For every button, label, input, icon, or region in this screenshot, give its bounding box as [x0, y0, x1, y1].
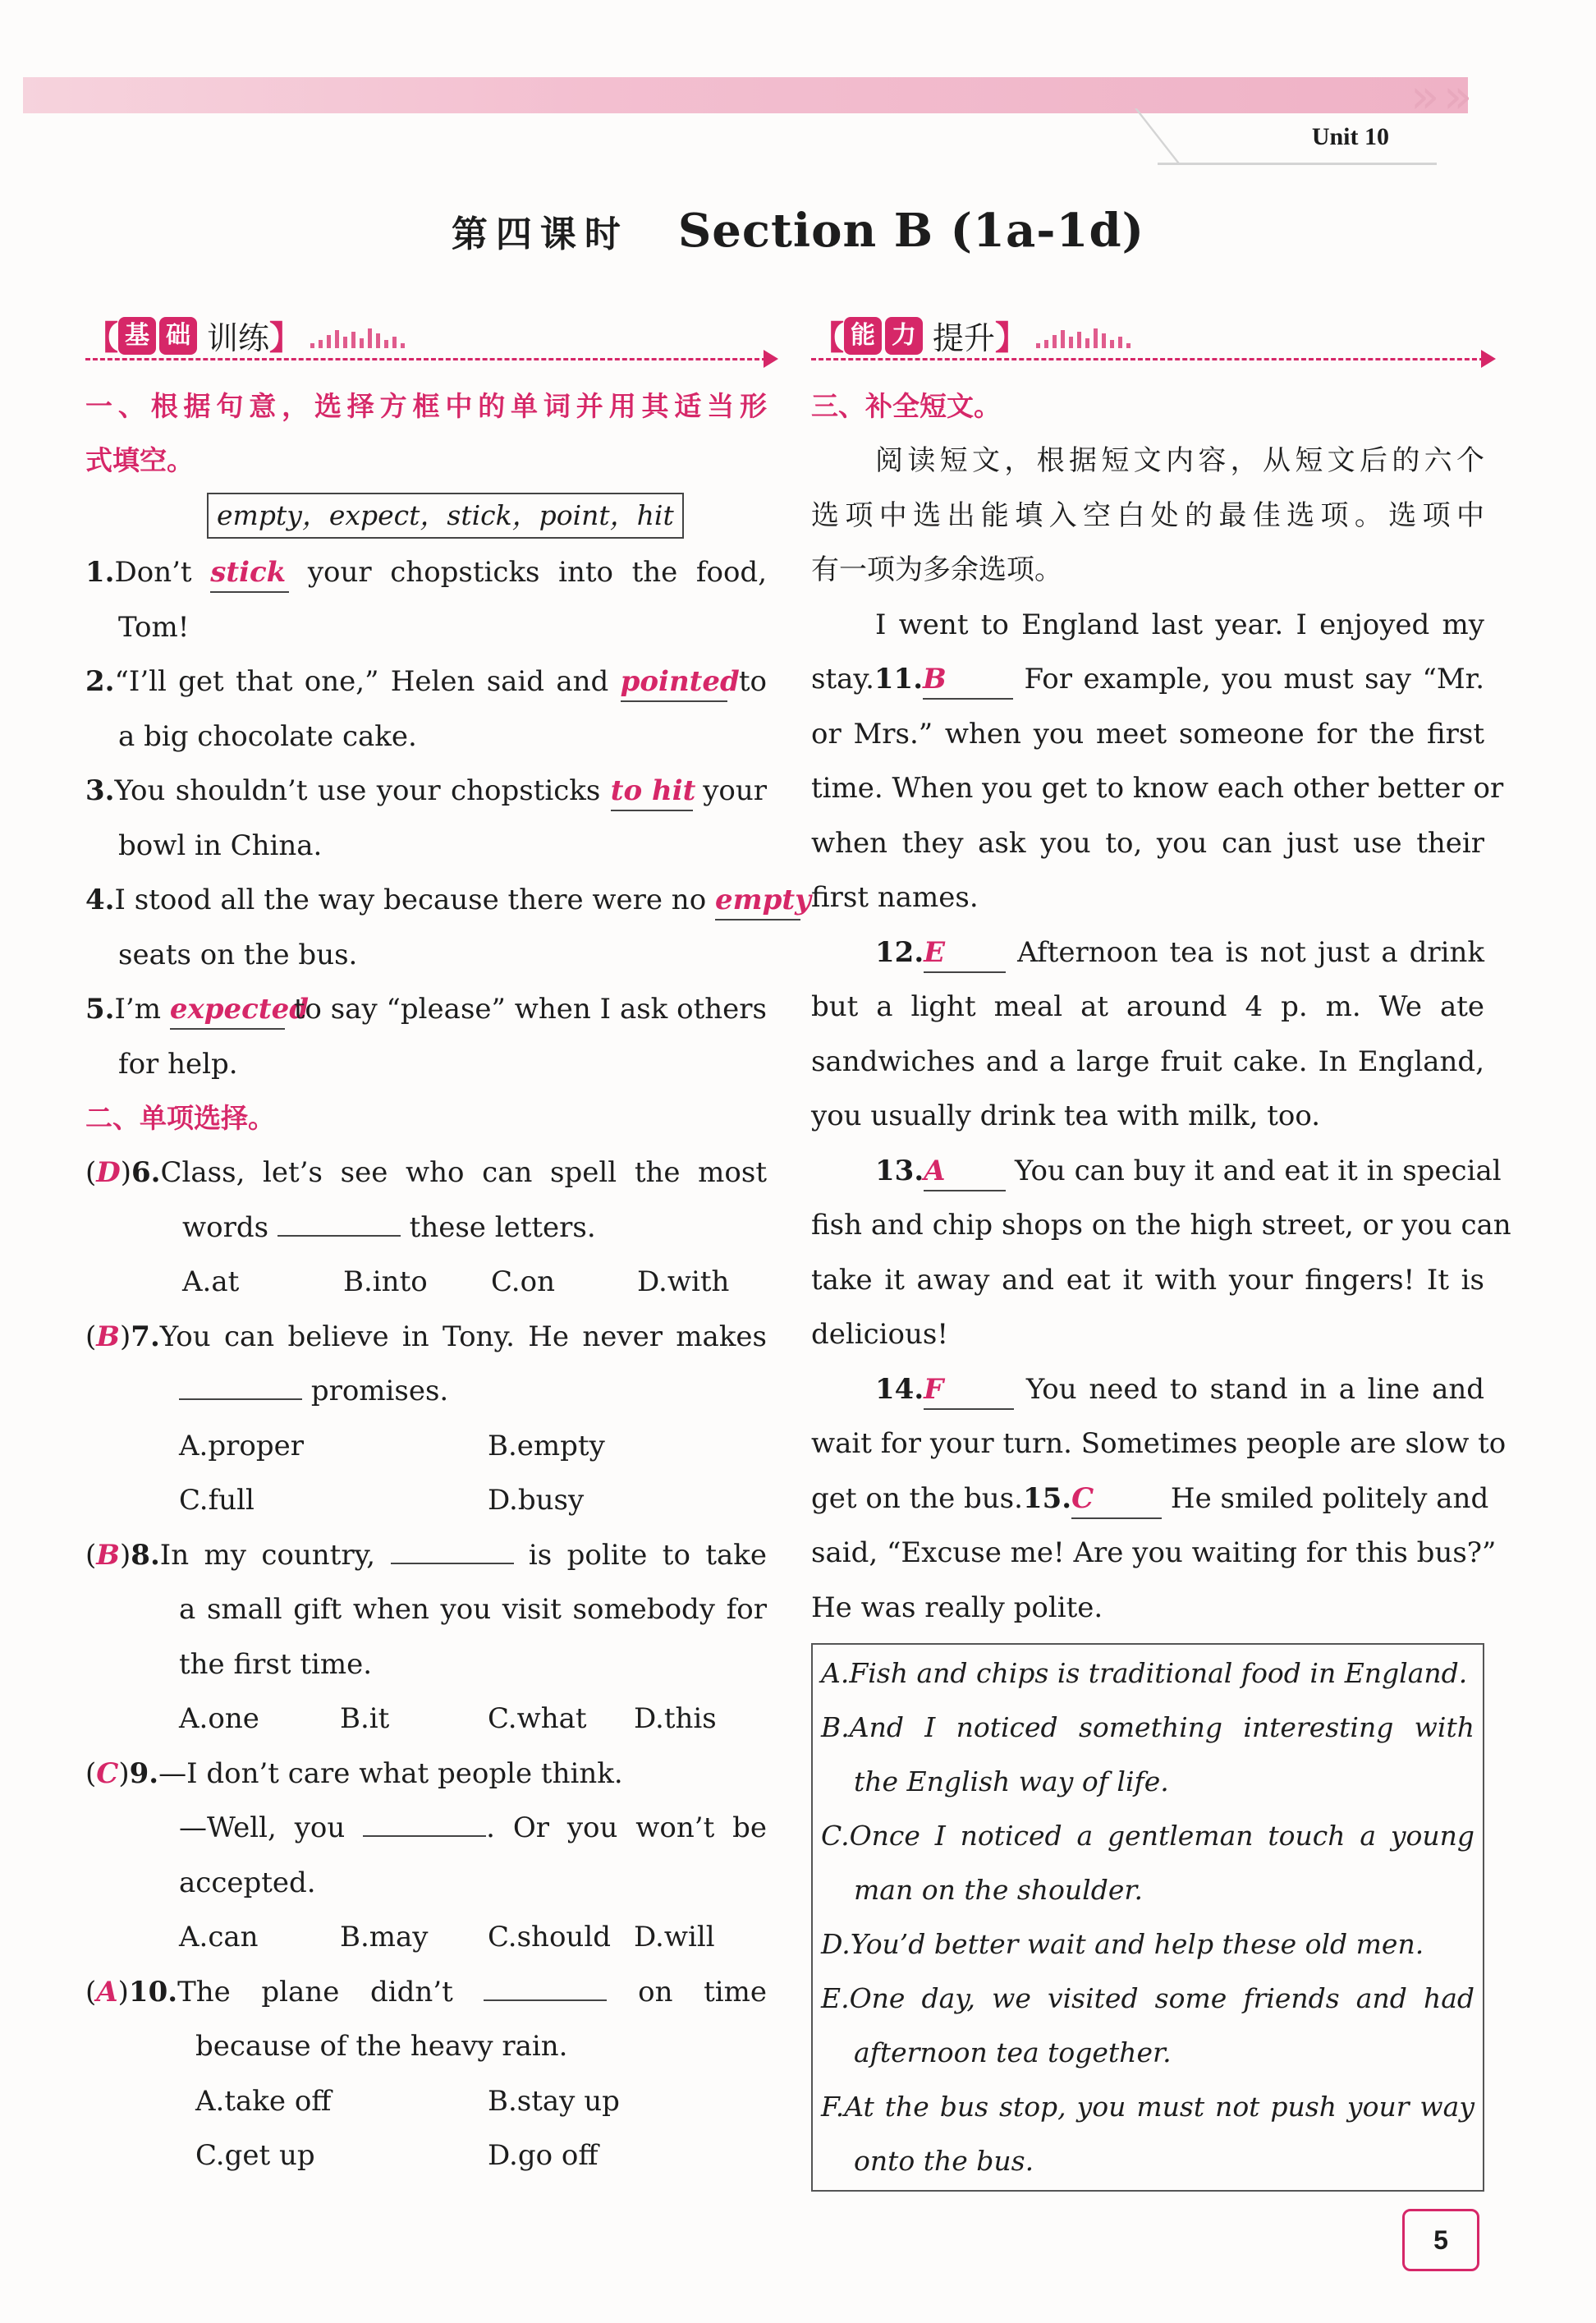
question-9-cont2: accepted.	[179, 1866, 316, 1899]
choice-answer-10: A	[96, 1975, 118, 2009]
answer-12: E	[924, 934, 1006, 973]
badge-ability: 【 能 力 提升 】	[811, 312, 1130, 359]
option-c: C.Once I noticed a gentleman touch a young	[821, 1820, 1474, 1852]
passage-line: wait for your turn. Sometimes people are slow to	[811, 1427, 1507, 1460]
question-9-cont: —Well, you . Or you won’t be	[85, 1801, 767, 1856]
question-10-cont: because of the heavy rain.	[195, 2030, 568, 2063]
option-e: E.One day, we visited some friends and had	[821, 1982, 1474, 2014]
answer-11: B	[923, 660, 1013, 700]
question-3: 3.You shouldn’t use your chopsticks to hit your	[85, 764, 767, 819]
chevron-right-icon: »	[1410, 68, 1440, 124]
question-5: 5.I’m expected to say “please” when I ask others	[85, 982, 767, 1037]
option-b-cont: the English way of life.	[854, 1765, 1169, 1797]
option-f: F.At the bus stop, you must not push your way	[821, 2091, 1474, 2123]
passage-line-11: stay.11.B For example, you must say “Mr.	[811, 652, 1484, 707]
badge-basic: 【 基 础 训练 】	[85, 312, 405, 359]
arrow-right-icon	[1481, 350, 1496, 368]
question-2-cont: a big chocolate cake.	[118, 719, 417, 753]
question-4-cont: seats on the bus.	[118, 938, 358, 971]
word-box: empty，expect，stick，point，hit	[207, 493, 684, 539]
answer-4: empty	[715, 881, 800, 920]
passage-line: when they ask you to, you can just use their	[811, 826, 1484, 860]
option-c-cont: man on the shoulder.	[854, 1874, 1144, 1906]
part1-heading: 一、根据句意，选择方框中的单词并用其适当形 式填空。	[85, 390, 767, 476]
choice-answer-9: C	[96, 1756, 119, 1790]
passage-line: first names.	[811, 881, 979, 914]
question-2: 2.“I’ll get that one,” Helen said and pointed to	[85, 654, 767, 709]
question-4: 4.I stood all the way because there were no empty	[85, 873, 767, 928]
option-a: A.Fish and chips is traditional food in England.	[821, 1657, 1468, 1689]
passage-line: delicious!	[811, 1318, 949, 1351]
instructions: 阅读短文，根据短文内容，从短文后的六个 选项中选出能填入空白处的最佳选项。选项中 有一项为多余选项。	[811, 444, 1484, 586]
page-title	[0, 204, 1596, 258]
passage-line-14: 14.F You need to stand in a line and	[811, 1362, 1484, 1417]
question-7-cont: promises.	[85, 1364, 767, 1419]
unit-label: Unit 10	[1311, 123, 1389, 150]
arrow-right-icon	[764, 350, 778, 368]
question-1-cont: Tom!	[118, 610, 190, 644]
question-6: (D)6.Class, let’s see who can spell the most	[85, 1156, 767, 1189]
question-8-cont2: the first time.	[179, 1647, 373, 1681]
options-box	[811, 1643, 1484, 2192]
question-3-cont: bowl in China.	[118, 829, 323, 862]
question-7-options-ab: A.proper B.empty	[179, 1429, 605, 1462]
passage-line: but a light meal at around 4 p. m. We ate	[811, 990, 1484, 1023]
question-7: (B)7.You can believe in Tony. He never makes	[85, 1320, 767, 1353]
answer-13: A	[924, 1152, 1006, 1191]
option-f-cont: onto the bus.	[854, 2145, 1034, 2177]
question-6-cont: words these letters.	[85, 1201, 767, 1256]
question-10-options-cd: C.get up D.go off	[195, 2139, 598, 2172]
option-b: B.And I noticed something interesting with	[821, 1711, 1474, 1743]
passage-line: or Mrs.” when you meet someone for the first	[811, 717, 1484, 751]
section-header-basic	[85, 312, 767, 378]
right-column	[811, 312, 1511, 2192]
passage-line: He was really polite.	[811, 1591, 1103, 1624]
page-number: 5	[1402, 2209, 1479, 2271]
lesson-label: 第四课时	[451, 213, 629, 255]
chevron-right-icon: »	[1443, 68, 1473, 124]
option-d: D.You’d better wait and help these old men.	[821, 1928, 1424, 1960]
answer-15: C	[1071, 1480, 1162, 1519]
passage-line-13: 13.A You can buy it and eat it in special	[811, 1144, 1484, 1199]
bars-decoration	[310, 324, 405, 348]
section-label: Section B (1a-1d)	[677, 204, 1145, 258]
passage-line: sandwiches and a large fruit cake. In England,	[811, 1044, 1484, 1078]
choice-answer-8: B	[96, 1538, 121, 1572]
passage-line: time. When you get to know each other better or	[811, 772, 1504, 805]
question-5-cont: for help.	[118, 1047, 238, 1081]
passage-line: you usually drink tea with milk, too.	[811, 1100, 1321, 1132]
option-e-cont: afternoon tea together.	[854, 2036, 1172, 2068]
choice-answer-6: D	[96, 1156, 121, 1189]
question-8-cont: a small gift when you visit somebody for	[179, 1593, 767, 1626]
answer-2: pointed	[621, 663, 727, 702]
passage-line: fish and chip shops on the high street, or you can	[811, 1209, 1511, 1242]
choice-answer-7: B	[96, 1320, 121, 1353]
question-9: (C)9.—I don’t care what people think.	[85, 1756, 623, 1790]
part2-heading: 二、单项选择。	[85, 1102, 275, 1134]
answer-5: expected	[170, 990, 285, 1030]
answer-14: F	[924, 1370, 1014, 1410]
question-1: 1.Don’t stick your chopsticks into the food,	[85, 545, 767, 600]
question-7-options-cd: C.full D.busy	[179, 1484, 585, 1517]
passage-line-15: get on the bus.15.C He smiled politely and	[811, 1471, 1484, 1526]
unit-tab	[1158, 108, 1437, 165]
question-10-options-ab: A.take off B.stay up	[195, 2084, 620, 2118]
bars-decoration	[1036, 324, 1130, 348]
question-8: (B)8.In my country, is polite to take	[85, 1528, 767, 1583]
question-9-options: A.can B.may C.should D.will	[179, 1921, 715, 1953]
question-8-options: A.one B.it C.what D.this	[179, 1702, 717, 1735]
answer-1: stick	[210, 553, 289, 593]
passage-line-12: 12.E Afternoon tea is not just a drink	[811, 925, 1484, 980]
part3-heading: 三、补全短文。	[811, 390, 1001, 422]
answer-3: to hit	[611, 772, 693, 811]
passage-line: said, “Excuse me! Are you waiting for this bus?”	[811, 1536, 1497, 1569]
question-10: (A)10.The plane didn’t on time	[85, 1965, 767, 2020]
left-column	[85, 312, 811, 2183]
passage-line: I went to England last year. I enjoyed my	[875, 608, 1484, 641]
passage-line: take it away and eat it with your fingers! It is	[811, 1263, 1484, 1297]
section-header-ability	[811, 312, 1484, 378]
question-6-options: A.at B.into C.on D.with	[182, 1265, 730, 1298]
